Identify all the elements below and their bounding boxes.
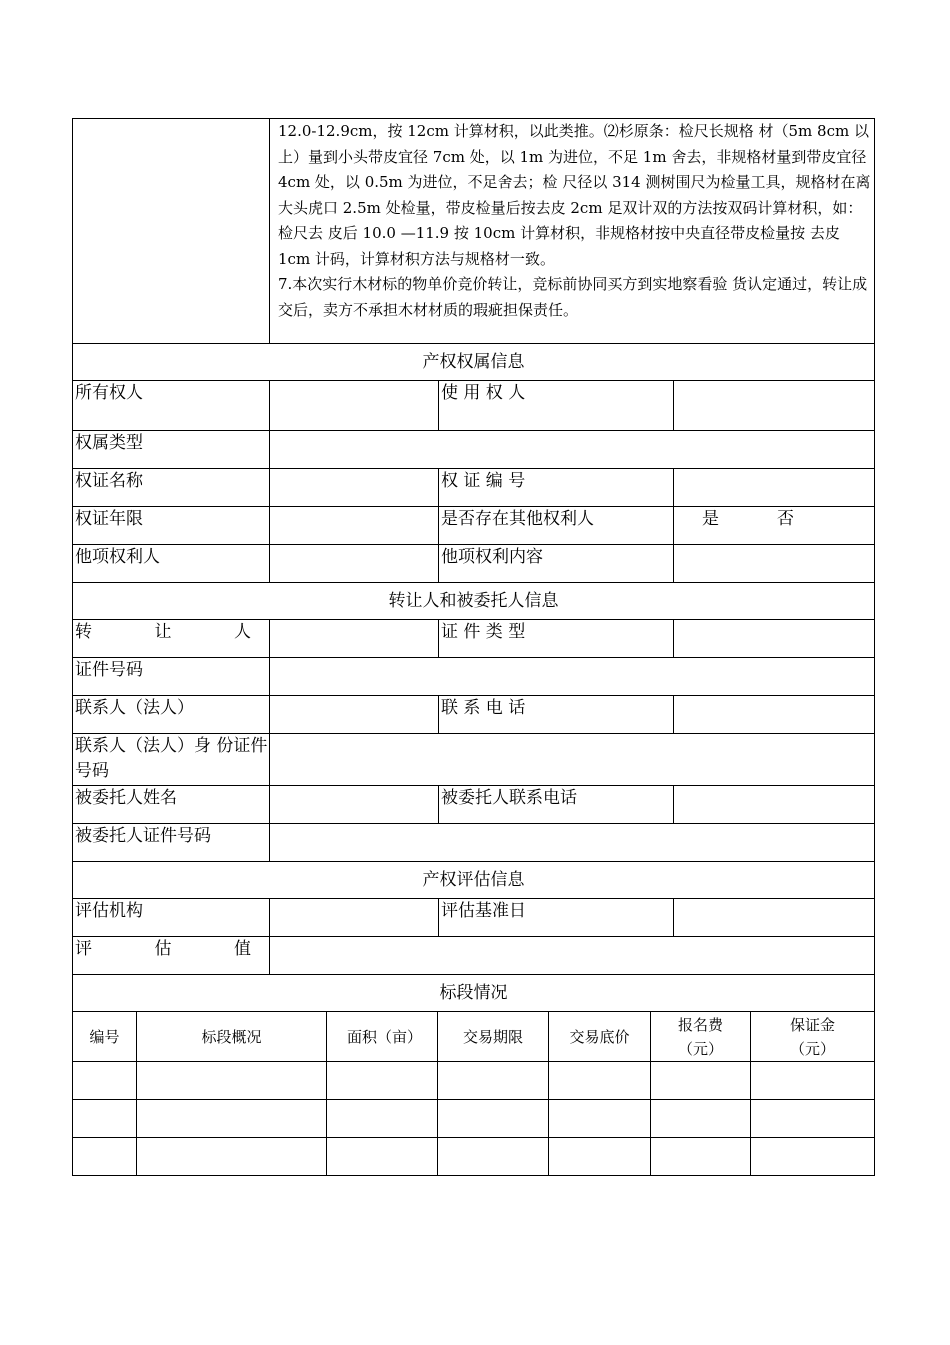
yes-option[interactable]: 是: [702, 509, 719, 529]
cell[interactable]: [751, 1138, 875, 1176]
header-term: 交易期限: [438, 1012, 549, 1062]
cell[interactable]: [549, 1138, 651, 1176]
section-segments: 标段情况: [73, 975, 875, 1012]
contact-id-label: 联系人（法人）身 份证件号码: [73, 734, 270, 786]
cell[interactable]: [651, 1062, 751, 1100]
cert-name-field[interactable]: [270, 469, 439, 507]
cell[interactable]: [438, 1062, 549, 1100]
transferor-char-3: 人: [234, 622, 251, 642]
transferor-field[interactable]: [270, 620, 439, 658]
cell[interactable]: [327, 1138, 438, 1176]
notes-row: [73, 119, 875, 344]
agent-id-label: 被委托人证件号码: [73, 824, 270, 862]
cell[interactable]: [327, 1062, 438, 1100]
value-char-2: 估: [154, 939, 172, 959]
id-no-label: 证件号码: [73, 658, 270, 696]
cell[interactable]: [651, 1138, 751, 1176]
cell[interactable]: [327, 1100, 438, 1138]
header-no: 编号: [73, 1012, 137, 1062]
other-holder-field[interactable]: [270, 545, 439, 583]
cell[interactable]: [137, 1138, 327, 1176]
owner-label: 所有权人: [73, 381, 270, 431]
notes-blank-cell: [73, 119, 270, 344]
value-field[interactable]: [270, 937, 875, 975]
main-table: [72, 118, 875, 1012]
phone-field[interactable]: [674, 696, 875, 734]
property-form: [72, 118, 874, 1176]
base-date-label: 评估基准日: [439, 899, 674, 937]
cert-no-field[interactable]: [674, 469, 875, 507]
id-no-field[interactable]: [270, 658, 875, 696]
agent-phone-label: 被委托人联系电话: [439, 786, 674, 824]
transferor-label: [73, 620, 270, 658]
segments-table: [72, 1011, 875, 1176]
id-type-field[interactable]: [674, 620, 875, 658]
cert-term-field[interactable]: [270, 507, 439, 545]
agent-name-label: 被委托人姓名: [73, 786, 270, 824]
table-row: [73, 1138, 875, 1176]
value-char-3: 值: [234, 939, 251, 959]
other-content-field[interactable]: [674, 545, 875, 583]
no-option[interactable]: 否: [777, 509, 794, 529]
id-type-label: 证 件 类 型: [439, 620, 674, 658]
yes-no-choice[interactable]: [674, 507, 875, 545]
note-paragraph-2: 7.本次实行木材标的物单价竞价转让，竞标前协同买方到实地察看验 货认定通过，转让成交后，卖方不承担木材材质的瑕疵担保责任。: [278, 275, 868, 319]
user-label: 使 用 权 人: [439, 381, 674, 431]
phone-label: 联 系 电 话: [439, 696, 674, 734]
cert-no-label: 权 证 编 号: [439, 469, 674, 507]
cell[interactable]: [751, 1100, 875, 1138]
transferor-char-1: 转: [75, 622, 92, 642]
base-date-field[interactable]: [674, 899, 875, 937]
contact-id-field[interactable]: [270, 734, 875, 786]
transferor-char-2: 让: [154, 622, 172, 642]
contact-label: 联系人（法人）: [73, 696, 270, 734]
cell[interactable]: [137, 1100, 327, 1138]
header-fee: 报名费（元）: [651, 1012, 751, 1062]
ownership-type-field[interactable]: [270, 431, 875, 469]
other-holder-label: 他项权利人: [73, 545, 270, 583]
cell[interactable]: [438, 1100, 549, 1138]
table-row: [73, 1062, 875, 1100]
header-base-price: 交易底价: [549, 1012, 651, 1062]
user-field[interactable]: [674, 381, 875, 431]
notes-cell: [270, 119, 875, 344]
header-area: 面积（亩）: [327, 1012, 438, 1062]
cell[interactable]: [438, 1138, 549, 1176]
note-paragraph-1: 12.0-12.9cm，按 12cm 计算材积，以此类推。⑵杉原条：检尺长规格 材（5m 8cm 以上）量到小头带皮宜径 7cm 处，以 1m 为进位，不足 1m 舍去，非规格材量到带皮宜径 4cm 处，以 0.5m 为进位，不足舍去；检 尺径以 314 测树围尺为检量工具，规格材在离大头虎口 2.5m 处检量，带皮检量后按去皮 2cm 足双计双的方法按双码计算材积，如：检尺去 皮后 10.0 —11.9 按 10cm 计算材积，非规格材按中央直径带皮检量按 去皮 1cm 计码，计算材积方法与规格材一致。: [278, 122, 871, 268]
ownership-type-label: 权属类型: [73, 431, 270, 469]
agent-name-field[interactable]: [270, 786, 439, 824]
segments-header-row: [73, 1012, 875, 1062]
table-row: [73, 1100, 875, 1138]
section-transferor: 转让人和被委托人信息: [73, 583, 875, 620]
other-content-label: 他项权利内容: [439, 545, 674, 583]
value-label: [73, 937, 270, 975]
cell[interactable]: [751, 1062, 875, 1100]
value-char-1: 评: [75, 939, 92, 959]
other-rights-exist-label: 是否存在其他权利人: [439, 507, 674, 545]
valuation-org-field[interactable]: [270, 899, 439, 937]
agent-id-field[interactable]: [270, 824, 875, 862]
section-valuation: 产权评估信息: [73, 862, 875, 899]
cell[interactable]: [549, 1062, 651, 1100]
owner-field[interactable]: [270, 381, 439, 431]
cert-term-label: 权证年限: [73, 507, 270, 545]
agent-phone-field[interactable]: [674, 786, 875, 824]
cell[interactable]: [137, 1062, 327, 1100]
cert-name-label: 权证名称: [73, 469, 270, 507]
cell[interactable]: [73, 1138, 137, 1176]
cell[interactable]: [651, 1100, 751, 1138]
section-ownership: 产权权属信息: [73, 344, 875, 381]
valuation-org-label: 评估机构: [73, 899, 270, 937]
header-overview: 标段概况: [137, 1012, 327, 1062]
cell[interactable]: [73, 1100, 137, 1138]
cell[interactable]: [73, 1062, 137, 1100]
cell[interactable]: [549, 1100, 651, 1138]
contact-field[interactable]: [270, 696, 439, 734]
header-deposit: 保证金（元）: [751, 1012, 875, 1062]
